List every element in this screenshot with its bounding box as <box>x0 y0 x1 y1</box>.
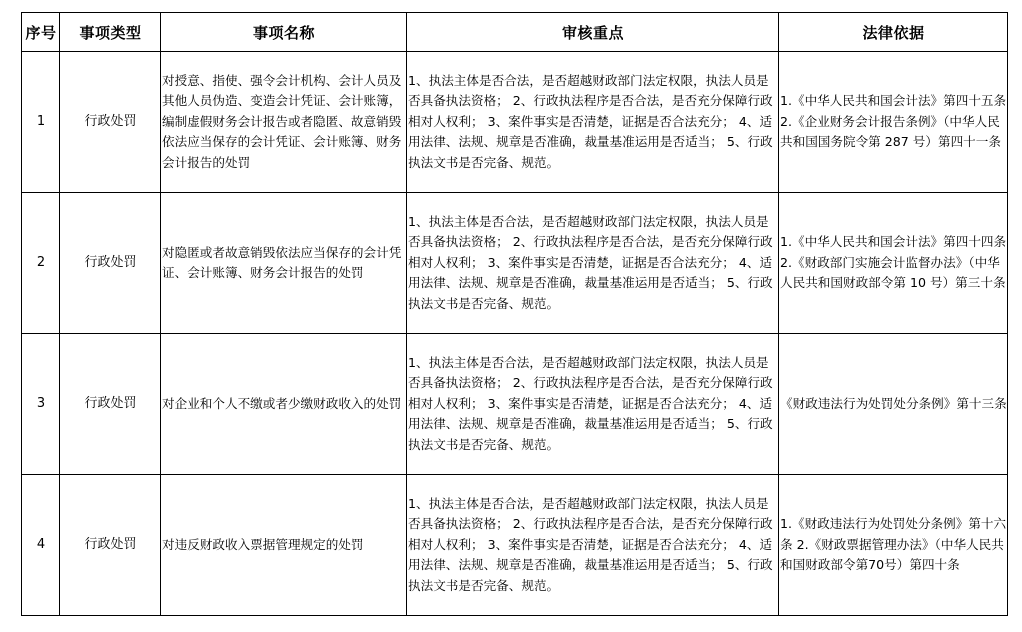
cell-key-points: 1、执法主体是否合法，是否超越财政部门法定权限，执法人员是否具备执法资格； 2、行政执法程序是否合法，是否充分保障行政相对人权利； 3、案件事实是否清楚，证据是否合法充分； 4、适用法律、法规、规章是否准确，裁量基准运用是否适当； 5、行政执法文书是否完备、规范。 <box>407 193 779 334</box>
cell-legal-basis: 1.《中华人民共和国会计法》第四十四条 2.《财政部门实施会计监督办法》（中华人民共和国财政部令第 10 号）第三十条 <box>779 193 1008 334</box>
cell-legal-basis: 1.《中华人民共和国会计法》第四十五条 2.《企业财务会计报告条例》（中华人民共和国国务院令第 287 号）第四十一条 <box>779 52 1008 193</box>
header-row <box>22 13 1008 52</box>
cell-legal-basis: 1.《财政违法行为处罚处分条例》第十六条 2.《财政票据管理办法》（中华人民共和国财政部令第70号）第四十条 <box>779 475 1008 616</box>
review-table-container <box>21 12 1007 616</box>
header-no: 序号 <box>22 13 60 52</box>
header-key-points: 审核重点 <box>407 13 779 52</box>
cell-name: 对企业和个人不缴或者少缴财政收入的处罚 <box>161 334 407 475</box>
cell-name: 对隐匿或者故意销毁依法应当保存的会计凭证、会计账簿、财务会计报告的处罚 <box>161 193 407 334</box>
table-body <box>22 52 1008 616</box>
table-row <box>22 475 1008 616</box>
cell-key-points: 1、执法主体是否合法，是否超越财政部门法定权限，执法人员是否具备执法资格； 2、行政执法程序是否合法，是否充分保障行政相对人权利； 3、案件事实是否清楚，证据是否合法充分； 4、适用法律、法规、规章是否准确，裁量基准运用是否适当； 5、行政执法文书是否完备、规范。 <box>407 52 779 193</box>
review-table <box>21 12 1008 616</box>
cell-key-points: 1、执法主体是否合法，是否超越财政部门法定权限，执法人员是否具备执法资格； 2、行政执法程序是否合法，是否充分保障行政相对人权利； 3、案件事实是否清楚，证据是否合法充分； 4、适用法律、法规、规章是否准确，裁量基准运用是否适当； 5、行政执法文书是否完备、规范。 <box>407 475 779 616</box>
table-row <box>22 52 1008 193</box>
cell-no: 3 <box>22 334 60 475</box>
cell-name: 对违反财政收入票据管理规定的处罚 <box>161 475 407 616</box>
table-header <box>22 13 1008 52</box>
cell-legal-basis: 《财政违法行为处罚处分条例》第十三条 <box>779 334 1008 475</box>
cell-no: 1 <box>22 52 60 193</box>
cell-type: 行政处罚 <box>60 52 161 193</box>
table-row <box>22 193 1008 334</box>
header-name: 事项名称 <box>161 13 407 52</box>
cell-no: 2 <box>22 193 60 334</box>
cell-type: 行政处罚 <box>60 193 161 334</box>
cell-type: 行政处罚 <box>60 334 161 475</box>
header-legal-basis: 法律依据 <box>779 13 1008 52</box>
header-type: 事项类型 <box>60 13 161 52</box>
cell-key-points: 1、执法主体是否合法，是否超越财政部门法定权限，执法人员是否具备执法资格； 2、行政执法程序是否合法，是否充分保障行政相对人权利； 3、案件事实是否清楚，证据是否合法充分； 4、适用法律、法规、规章是否准确，裁量基准运用是否适当； 5、行政执法文书是否完备、规范。 <box>407 334 779 475</box>
cell-type: 行政处罚 <box>60 475 161 616</box>
cell-name: 对授意、指使、强令会计机构、会计人员及其他人员伪造、变造会计凭证、会计账簿，编制虚假财务会计报告或者隐匿、故意销毁依法应当保存的会计凭证、会计账簿、财务会计报告的处罚 <box>161 52 407 193</box>
table-row <box>22 334 1008 475</box>
cell-no: 4 <box>22 475 60 616</box>
